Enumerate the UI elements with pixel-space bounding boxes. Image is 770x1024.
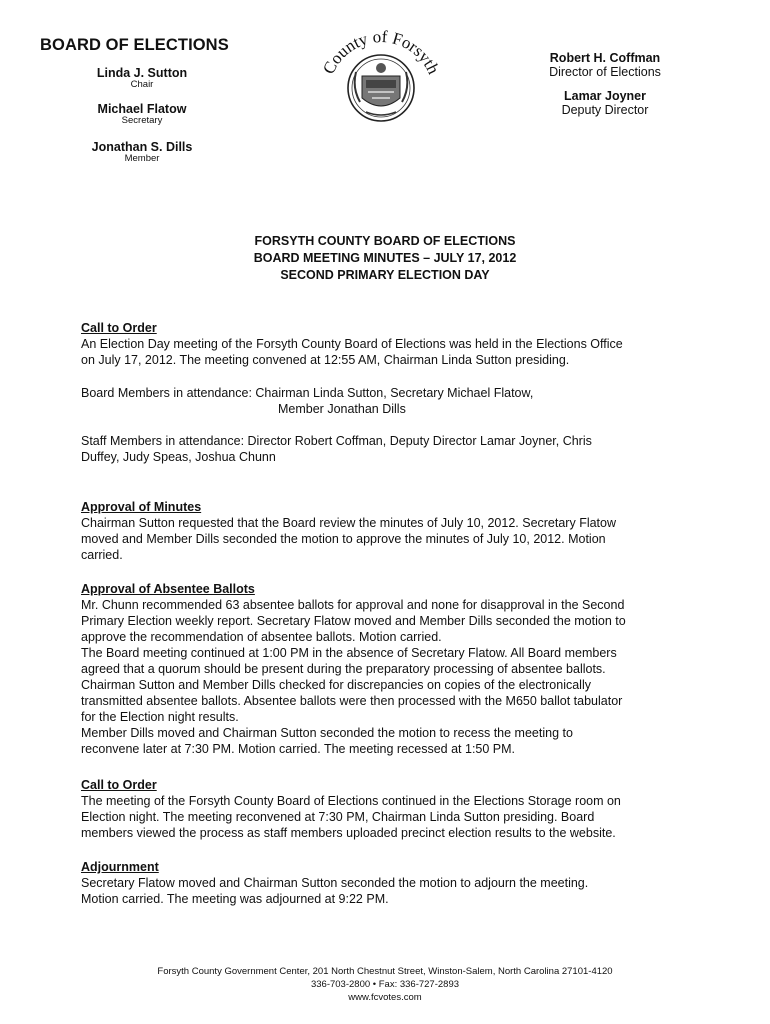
staff-director [495,51,715,79]
member-role: Secretary [121,115,163,126]
text-line: agreed that a quorum should be present during the preparatory processing of absentee ballots. [81,662,606,676]
text-line: Member Dills moved and Chairman Sutton seconded the motion to recess the meeting to [81,726,573,740]
staff-attendance [81,433,701,465]
text-line: for the Election night results. [81,710,239,724]
member-name: Jonathan S. Dills [91,140,193,154]
footer-website: www.fcvotes.com [348,992,422,1003]
text-line: Duffey, Judy Speas, Joshua Chunn [81,450,276,464]
footer-phone: 336-703-2800 • Fax: 336-727-2893 [310,979,460,990]
text-line: Chairman Sutton requested that the Board review the minutes of July 10, 2012. Secretary Flatow [81,516,617,530]
text-line: An Election Day meeting of the Forsyth County Board of Elections was held in the Elections Office [81,337,623,351]
footer-address: Forsyth County Government Center, 201 North Chestnut Street, Winston-Salem, North Carolina 27101-4120 [157,966,613,977]
board-heading: BOARD OF ELECTIONS [40,36,229,54]
member-secretary [42,102,242,126]
title-line: BOARD MEETING MINUTES – JULY 17, 2012 [253,251,517,265]
section-call-to-order-1 [81,320,701,368]
title-line: SECOND PRIMARY ELECTION DAY [280,268,490,282]
document-title [0,233,770,284]
text-line: transmitted absentee ballots. Absentee ballots were then processed with the M650 ballot tabulator [81,694,623,708]
member-chair [42,66,242,90]
section-heading: Approval of Minutes [81,500,202,514]
staff-deputy [495,89,715,117]
text-line: moved and Member Dills seconded the motion to approve the minutes of July 10, 2012. Motion [81,532,606,546]
staff-title: Deputy Director [561,103,649,117]
section-call-to-order-2 [81,777,701,841]
text-line: Election night. The meeting reconvened at 7:30 PM, Chairman Linda Sutton presiding. Board [81,810,595,824]
text-line: Board Members in attendance: Chairman Linda Sutton, Secretary Michael Flatow, [81,386,534,400]
section-heading: Call to Order [81,778,157,792]
text-line: Member Jonathan Dills [278,402,406,416]
section-heading: Approval of Absentee Ballots [81,582,255,596]
board-attendance [81,385,701,417]
seal-text: County of Forsyth [318,27,444,78]
title-line: FORSYTH COUNTY BOARD OF ELECTIONS [254,234,516,248]
staff-name: Lamar Joyner [564,89,646,103]
text-line: Chairman Sutton and Member Dills checked for discrepancies on copies of the electronically [81,678,591,692]
member-role: Chair [130,79,154,90]
text-line: Motion carried. The meeting was adjourned at 9:22 PM. [81,892,389,906]
text-line: The meeting of the Forsyth County Board of Elections continued in the Elections Storage room on [81,794,621,808]
member-name: Michael Flatow [97,102,187,116]
footer [0,965,770,1004]
text-line: reconvene later at 7:30 PM. Motion carried. The meeting recessed at 1:50 PM. [81,742,516,756]
text-line: Primary Election weekly report. Secretary Flatow moved and Member Dills seconded the motion to [81,614,626,628]
section-heading: Call to Order [81,321,157,335]
section-heading: Adjournment [81,860,159,874]
text-line: carried. [81,548,123,562]
staff-title: Director of Elections [549,65,661,79]
text-line: Secretary Flatow moved and Chairman Sutton seconded the motion to adjourn the meeting. [81,876,589,890]
text-line: approve the recommendation of absentee ballots. Motion carried. [81,630,442,644]
text-line: members viewed the process as staff members uploaded precinct election results to the website. [81,826,616,840]
section-approval-of-absentee-ballots [81,581,701,757]
section-approval-of-minutes [81,499,701,563]
member-member [42,140,242,164]
section-adjournment [81,859,701,907]
text-line: The Board meeting continued at 1:00 PM in the absence of Secretary Flatow. All Board members [81,646,617,660]
text-line: Staff Members in attendance: Director Robert Coffman, Deputy Director Lamar Joyner, Chris [81,434,592,448]
staff-name: Robert H. Coffman [549,51,661,65]
text-line: Mr. Chunn recommended 63 absentee ballots for approval and none for disapproval in the Second [81,598,625,612]
county-seal [316,6,446,134]
member-role: Member [124,153,160,164]
member-name: Linda J. Sutton [96,66,188,80]
text-line: on July 17, 2012. The meeting convened at 12:55 AM, Chairman Linda Sutton presiding. [81,353,570,367]
